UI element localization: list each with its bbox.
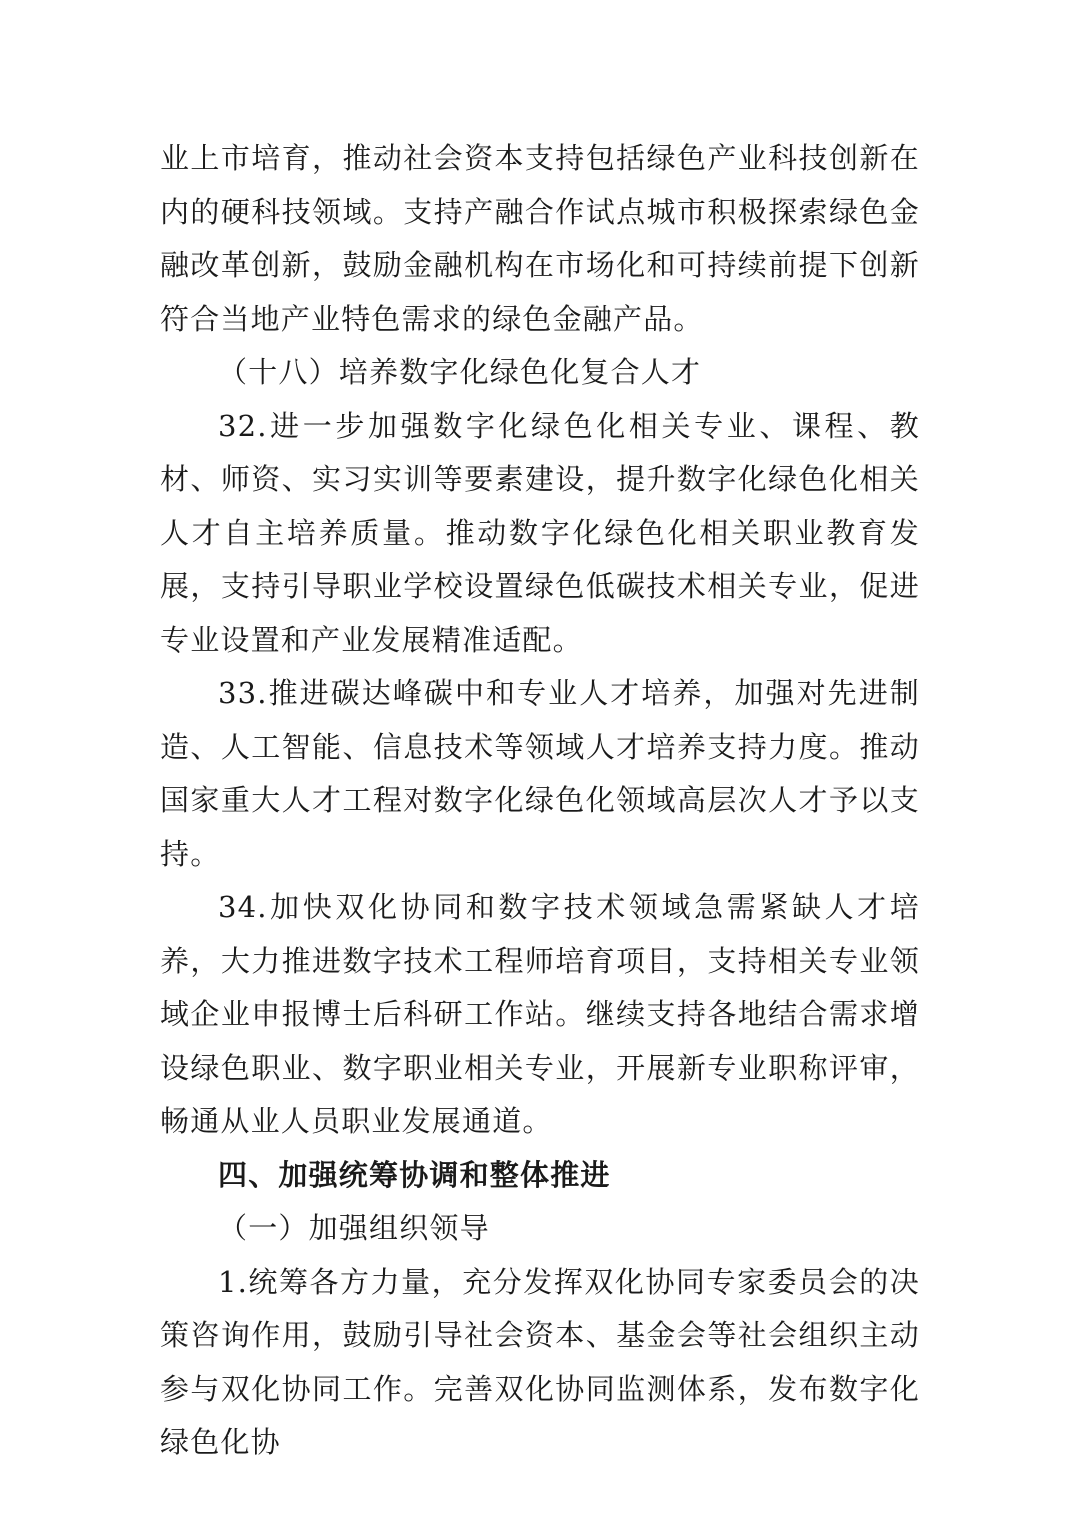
paragraph-1: 1.统筹各方力量，充分发挥双化协同专家委员会的决策咨询作用，鼓励引导社会资本、基金会等社会组织主动参与双化协同工作。完善双化协同监测体系，发布数字化绿色化协	[160, 1264, 920, 1459]
paragraph-33: 33.推进碳达峰碳中和专业人才培养，加强对先进制造、人工智能、信息技术等领域人才培养支持力度。推动国家重大人才工程对数字化绿色化领域高层次人才予以支持。	[160, 676, 920, 871]
paragraph-continuation: 业上市培育，推动社会资本支持包括绿色产业科技创新在内的硬科技领域。支持产融合作试点城市积极探索绿色金融改革创新，鼓励金融机构在市场化和可持续前提下创新符合当地产业特色需求的绿色金融产品。	[160, 141, 920, 336]
chapter-heading-4: 四、加强统筹协调和整体推进	[218, 1157, 611, 1192]
section-heading-18: （十八）培养数字化绿色化复合人才	[218, 355, 702, 389]
paragraph-32: 32.进一步加强数字化绿色化相关专业、课程、教材、师资、实习实训等要素建设，提升数字化绿色化相关人才自主培养质量。推动数字化绿色化相关职业教育发展，支持引导职业学校设置绿色低碳技术相关专业，促进专业设置和产业发展精准适配。	[160, 408, 920, 657]
section-heading-1: （一）加强组织领导	[218, 1211, 490, 1245]
document-body	[160, 132, 920, 1470]
paragraph-34: 34.加快双化协同和数字技术领域急需紧缺人才培养，大力推进数字技术工程师培育项目，支持相关专业领域企业申报博士后科研工作站。继续支持各地结合需求增设绿色职业、数字职业相关专业，开展新专业职称评审，畅通从业人员职业发展通道。	[160, 890, 920, 1138]
